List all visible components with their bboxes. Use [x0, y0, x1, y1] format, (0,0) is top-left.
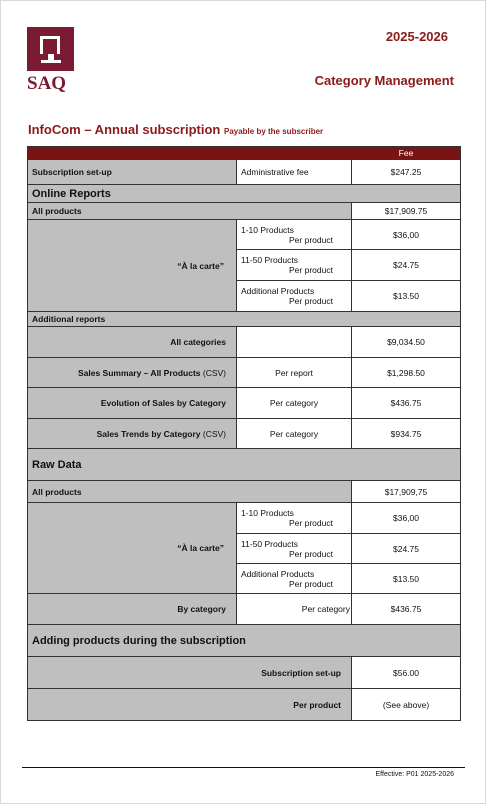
raw-tier-fee: $36,00	[352, 503, 461, 534]
footer-divider	[22, 767, 465, 768]
raw-by-category-fee: $436.75	[352, 594, 461, 625]
table-row	[28, 503, 461, 534]
report-fee: $934.75	[352, 419, 461, 449]
report-fee: $9,034.50	[352, 327, 461, 358]
setup-label: Subscription set-up	[28, 160, 237, 185]
table-row	[28, 657, 461, 689]
online-tier-label: 1-10 Products	[241, 224, 294, 235]
setup-desc: Administrative fee	[237, 160, 352, 185]
online-tier-unit: Per product	[289, 296, 333, 306]
report-unit	[237, 327, 352, 358]
table-header-row	[28, 147, 461, 160]
raw-tier-label: 11-50 Products	[241, 538, 299, 549]
report-unit: Per category	[237, 419, 352, 449]
table-row	[28, 203, 461, 220]
section-row	[28, 449, 461, 481]
section-row	[28, 185, 461, 203]
logo-text: SAQ	[27, 73, 67, 94]
report-unit: Per report	[237, 358, 352, 388]
additional-reports-title: Additional reports	[28, 312, 461, 327]
logo-mark-icon	[27, 27, 74, 71]
online-all-products-fee: $17,909.75	[352, 203, 461, 220]
adding-per-product-label: Per product	[28, 689, 352, 721]
fee-header: Fee	[352, 147, 461, 160]
report-label: Sales Trends by Category	[96, 428, 201, 439]
raw-by-category-label: By category	[28, 594, 237, 625]
category-label: Category Management	[314, 73, 454, 88]
online-a-la-carte: “À la carte”	[28, 220, 237, 312]
year-label: 2025-2026	[385, 29, 448, 44]
section-row	[28, 625, 461, 657]
table-row	[28, 689, 461, 721]
table-row	[28, 388, 461, 419]
adding-products-title: Adding products during the subscription	[28, 625, 461, 657]
raw-data-title: Raw Data	[28, 449, 461, 481]
table-row	[28, 481, 461, 503]
raw-all-products-label: All products	[28, 481, 352, 503]
effective-date: Effective: P01 2025-2026	[375, 771, 454, 778]
report-label: Evolution of Sales by Category	[100, 398, 226, 408]
online-tier-unit: Per product	[289, 265, 333, 275]
online-reports-title: Online Reports	[28, 185, 461, 203]
report-label: Sales Summary – All Products	[77, 367, 201, 378]
online-tier-fee: $36,00	[352, 220, 461, 250]
raw-tier-unit: Per product	[289, 578, 333, 589]
table-row	[28, 160, 461, 185]
table-row	[28, 220, 461, 250]
report-label: All categories	[28, 327, 237, 358]
raw-tier-fee: $24.75	[352, 534, 461, 564]
report-unit: Per category	[237, 388, 352, 419]
raw-tier-fee: $13.50	[352, 564, 461, 594]
raw-tier-unit: Per product	[289, 548, 333, 559]
raw-tier-label: 1-10 Products	[241, 508, 294, 518]
report-format: (CSV)	[200, 428, 226, 439]
table-row	[28, 327, 461, 358]
report-format: (CSV)	[200, 367, 226, 378]
online-all-products-label: All products	[28, 203, 352, 220]
online-tier-fee: $24.75	[352, 250, 461, 281]
adding-setup-fee: $56.00	[352, 657, 461, 689]
table-row	[28, 594, 461, 625]
online-tier-label: Additional Products	[241, 286, 315, 296]
raw-by-category-unit: Per category	[237, 594, 352, 625]
raw-tier-unit: Per product	[289, 518, 333, 528]
table-row	[28, 419, 461, 449]
title-text: InfoCom – Annual subscription	[28, 122, 221, 137]
setup-fee: $247.25	[352, 160, 461, 185]
report-fee: $1,298.50	[352, 358, 461, 388]
adding-setup-label: Subscription set-up	[28, 657, 352, 689]
page-title	[28, 122, 323, 137]
report-fee: $436.75	[352, 388, 461, 419]
online-tier-fee: $13.50	[352, 281, 461, 312]
raw-a-la-carte: “À la carte”	[28, 503, 237, 594]
table-row	[28, 358, 461, 388]
fee-table	[27, 146, 461, 721]
title-subtitle: Payable by the subscriber	[223, 127, 324, 136]
section-row	[28, 312, 461, 327]
adding-per-product-fee: (See above)	[352, 689, 461, 721]
raw-all-products-fee: $17,909,75	[352, 481, 461, 503]
raw-tier-label: Additional Products	[241, 568, 315, 579]
online-tier-unit: Per product	[289, 234, 333, 245]
online-tier-label: 11-50 Products	[241, 255, 299, 265]
saq-logo	[27, 27, 77, 93]
